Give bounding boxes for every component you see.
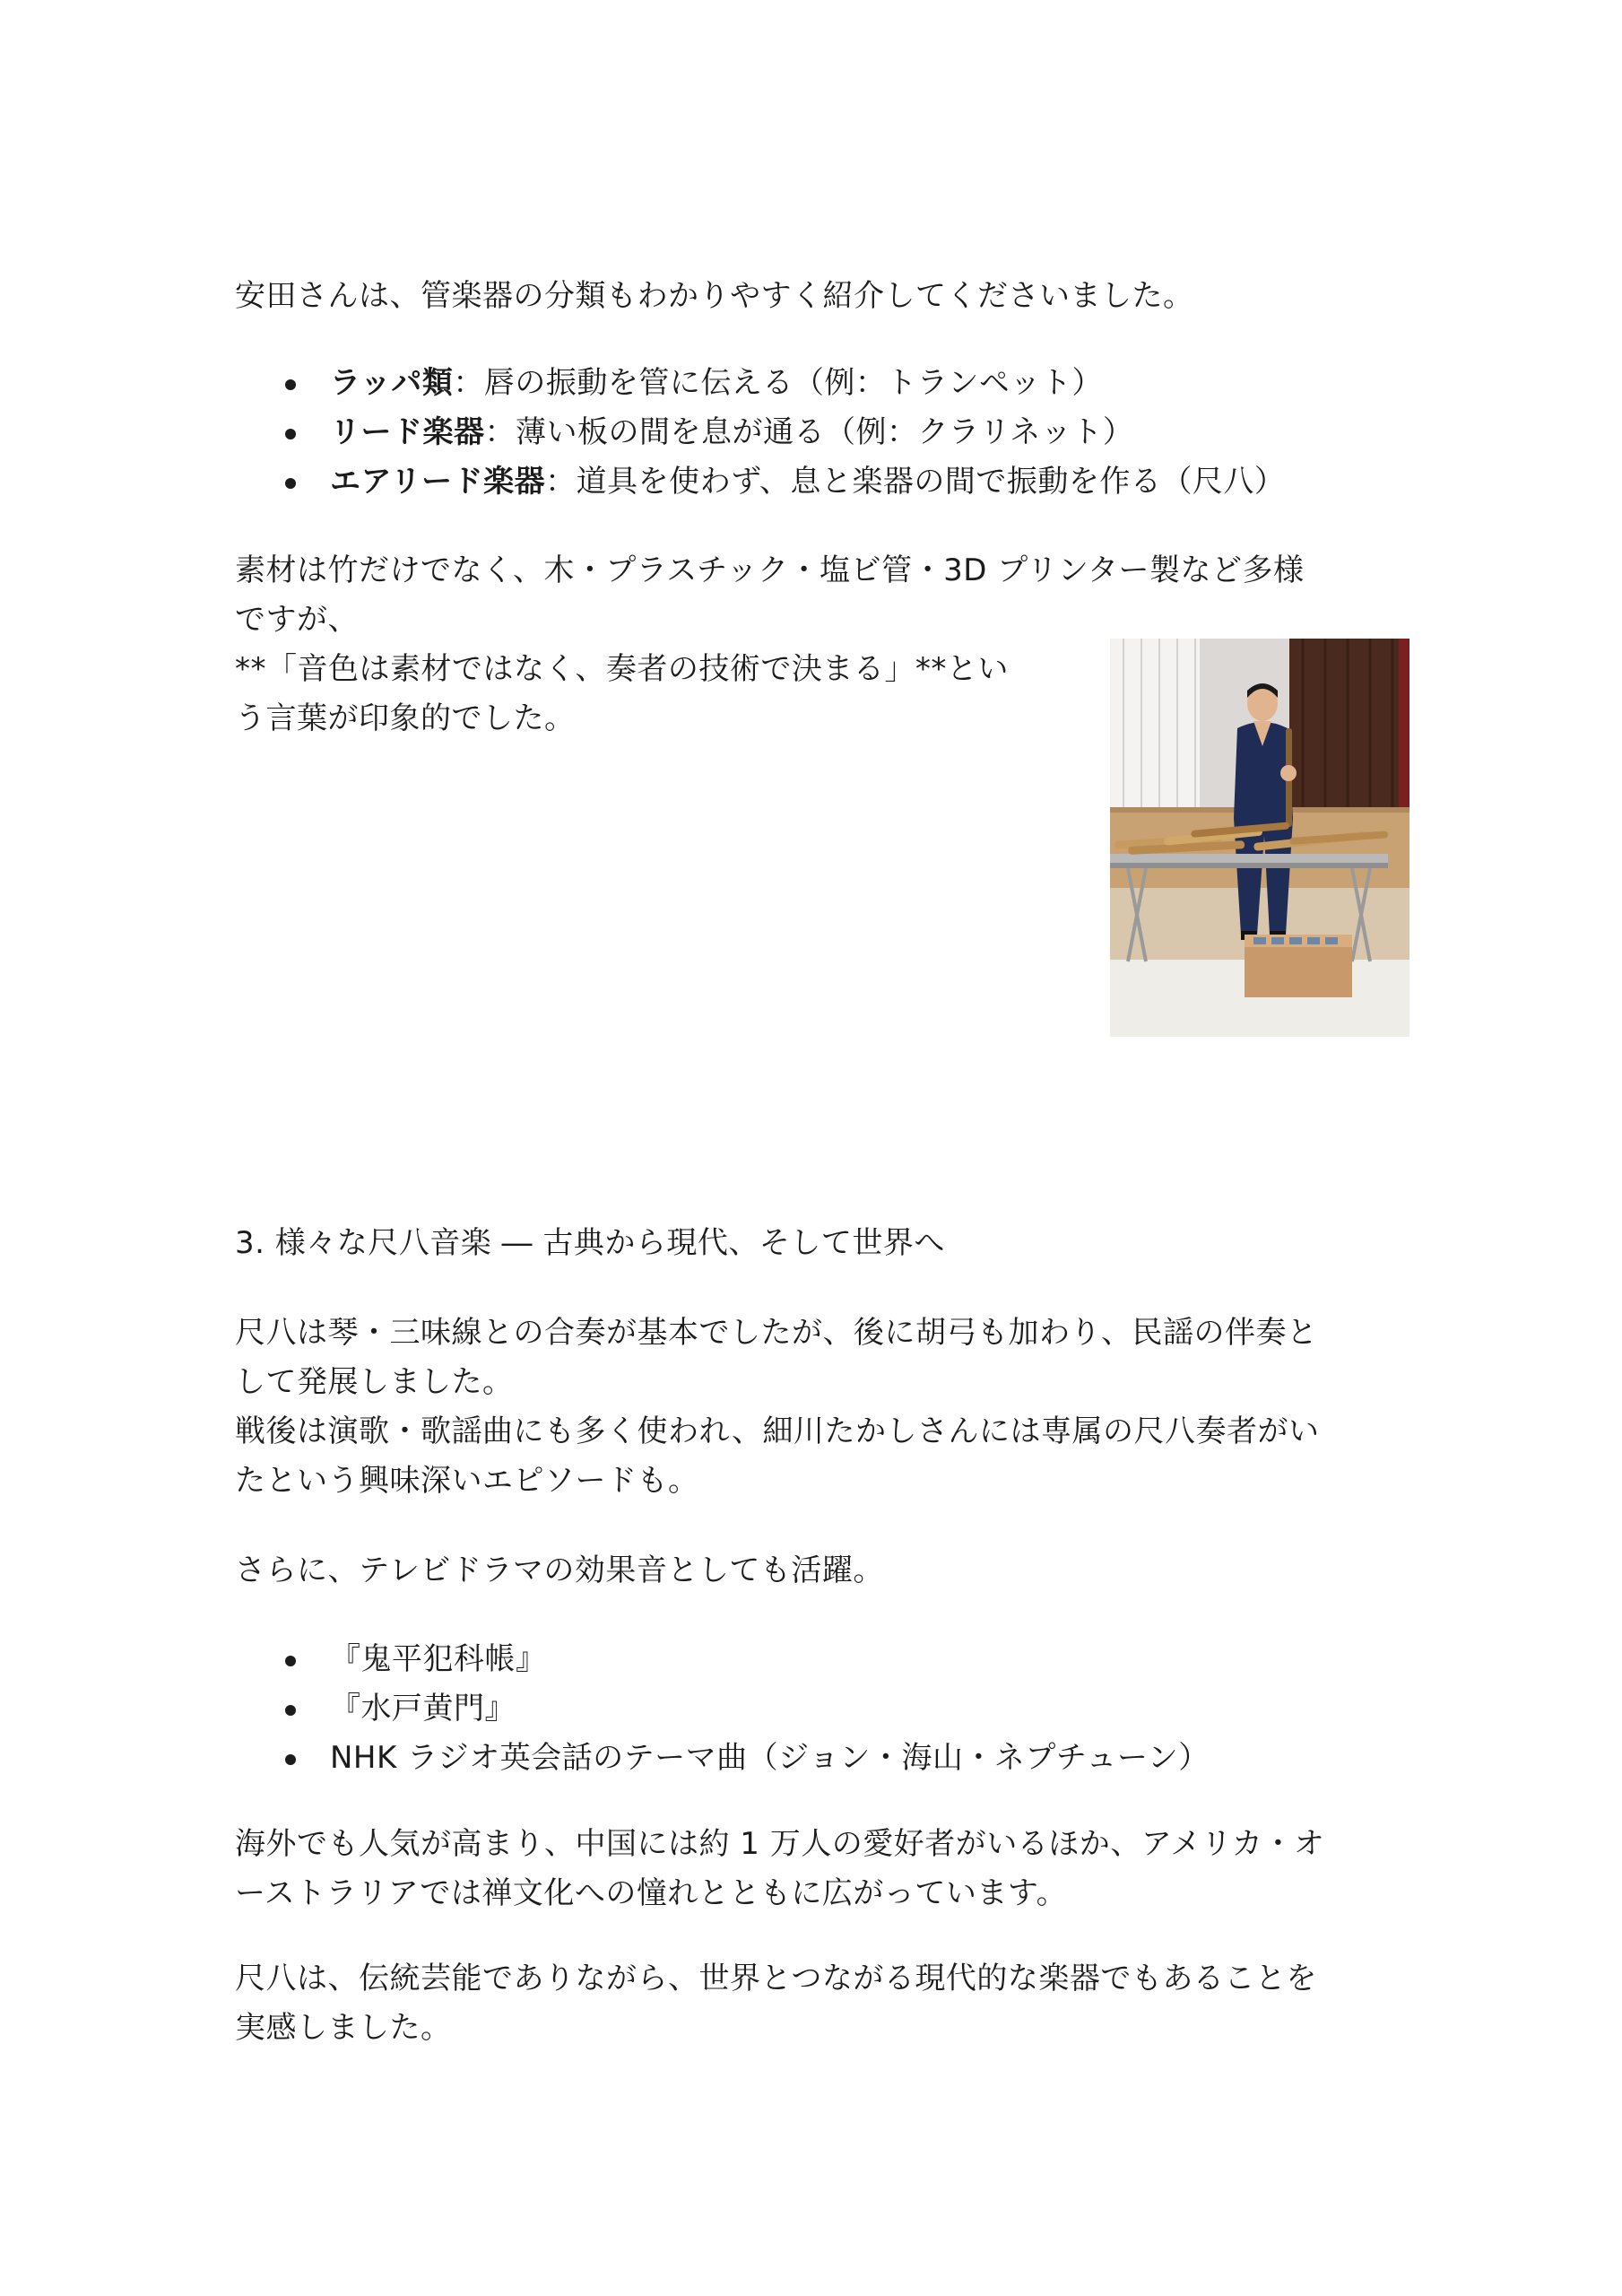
wind-type-desc: ：道具を使わず、息と楽器の間で振動を作る（尺八） [545,464,1286,500]
list-item: NHK ラジオ英会話のテーマ曲（ジョン・海山・ネプチューン） [330,1740,1210,1776]
wind-type-term: ラッパ類 [330,365,454,401]
bullet-icon [285,1705,296,1716]
performer-photo [1110,639,1409,1037]
materials-line-1: 素材は竹だけでなく、木・プラスチック・塩ビ管・3D プリンター製など多様 [235,552,1305,588]
list-item [330,464,1285,500]
section3-p1-line-4: たという興味深いエピソードも。 [235,1463,699,1499]
wind-type-desc: ：唇の振動を管に伝える（例：トランペット） [453,365,1103,401]
materials-line-2: ですが、 [235,602,359,638]
wind-type-desc: ：薄い板の間を息が通る（例：クラリネット） [484,414,1134,450]
section3-p2: さらに、テレビドラマの効果音としても活躍。 [235,1552,884,1588]
bullet-icon [285,1754,296,1765]
section3-p3-line-1: 海外でも人気が高まり、中国には約 1 万人の愛好者がいるほか、アメリカ・オ [235,1826,1325,1862]
section3-p1-line-1: 尺八は琴・三味線との合奏が基本でしたが、後に胡弓も加わり、民謡の伴奏と [235,1315,1318,1351]
list-item: 『鬼平犯科帳』 [330,1641,547,1677]
section3-p3-line-2: ーストラリアでは禅文化への憧れとともに広がっています。 [235,1875,1068,1911]
list-item [330,414,1133,450]
section-heading: 3. 様々な尺八音楽 ― 古典から現代、そして世界へ [235,1225,945,1261]
list-item [330,365,1103,401]
section3-p1-line-3: 戦後は演歌・歌謡曲にも多く使われ、細川たかしさんには専属の尺八奏者がい [235,1413,1320,1449]
bullet-icon [285,379,296,390]
section3-p1-line-2: して発展しました。 [235,1364,514,1400]
materials-line-4: う言葉が印象的でした。 [235,700,576,736]
intro-text: 安田さんは、管楽器の分類もわかりやすく紹介してくださいました。 [235,278,1194,314]
materials-quote-line: **「音色は素材ではなく、奏者の技術で決まる」**とい [235,651,1009,687]
bullet-icon [285,478,296,489]
section3-p4-line-1: 尺八は、伝統芸能でありながら、世界とつながる現代的な楽器でもあることを [235,1961,1317,1996]
wind-type-term: エアリード楽器 [330,464,546,500]
section3-p4-line-2: 実感しました。 [235,2010,452,2046]
list-item: 『水戸黄門』 [330,1691,516,1726]
bullet-icon [285,1656,296,1666]
wind-type-term: リード楽器 [330,414,485,450]
bullet-icon [285,429,296,439]
